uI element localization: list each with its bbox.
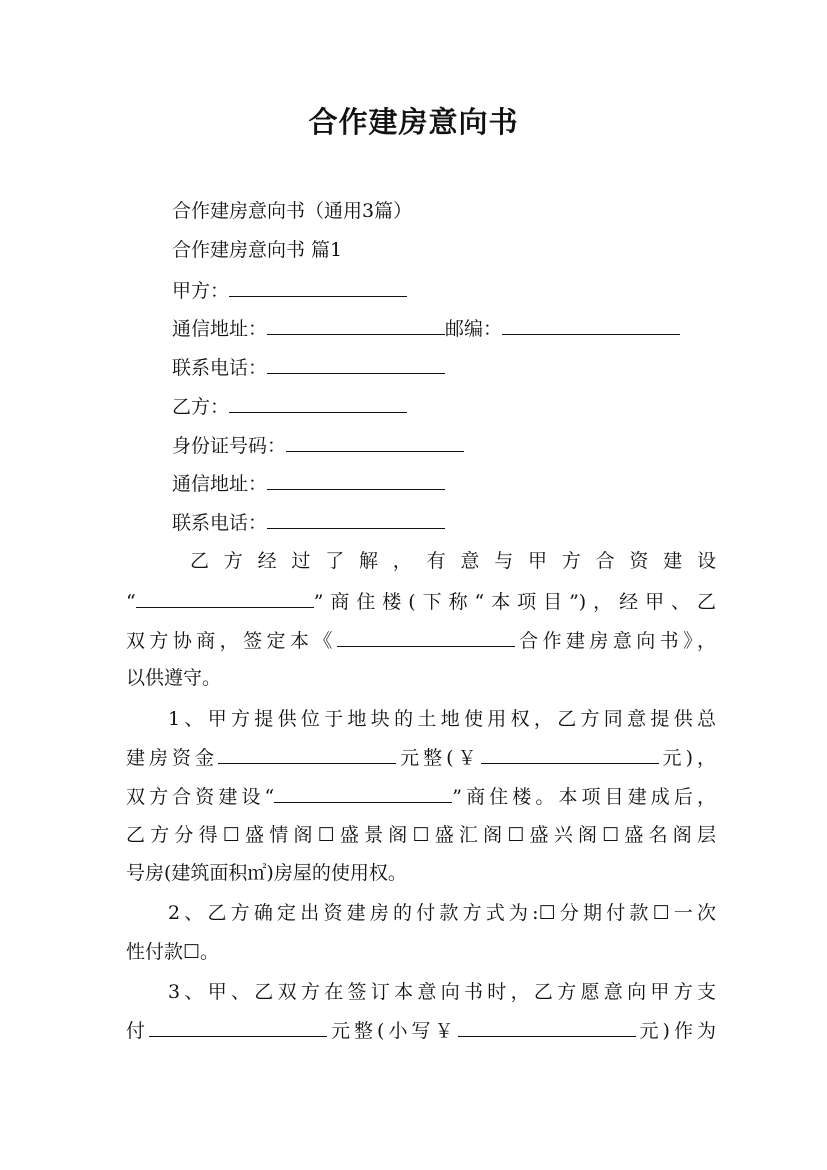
intro-text: “: [126, 591, 136, 613]
address-b-row: [172, 469, 445, 498]
clause-text: 元整(￥: [396, 747, 481, 769]
phone-a-label: 联系电话：: [172, 357, 268, 379]
section-heading: 合作建房意向书 篇1: [172, 239, 343, 261]
clause1-line-3: [126, 782, 716, 811]
project-name-blank[interactable]: [136, 587, 314, 608]
address-a-label: 通信地址：: [172, 318, 268, 340]
clause-text: 建房资金: [126, 747, 219, 769]
party-a-row: [172, 276, 407, 305]
clause-text: 元)作为: [635, 1020, 716, 1042]
document-title: 合作建房意向书: [308, 105, 519, 139]
party-b-row: [172, 392, 407, 421]
postcode-label: 邮编：: [445, 318, 503, 340]
id-number-row: [172, 431, 464, 460]
building-name-blank[interactable]: [274, 782, 452, 803]
postcode-blank[interactable]: [502, 314, 680, 335]
clause2-line-2: 性付款☐。: [126, 941, 220, 963]
clause1-line-5: 号房(建筑面积㎡)房屋的使用权。: [126, 862, 407, 884]
document-subtitle: 合作建房意向书（通用3篇）: [172, 200, 413, 222]
clause1-line-2: [126, 743, 716, 772]
total-fund-blank[interactable]: [218, 743, 396, 764]
phone-b-label: 联系电话：: [172, 512, 268, 534]
party-a-label: 甲方：: [172, 280, 230, 302]
phone-a-blank[interactable]: [267, 353, 445, 374]
address-a-row: [172, 314, 680, 343]
clause-text: 付: [126, 1020, 150, 1042]
intro-line-2: [126, 587, 716, 616]
party-b-blank[interactable]: [229, 392, 407, 413]
party-a-blank[interactable]: [229, 276, 407, 297]
phone-b-row: [172, 508, 445, 537]
clause3-line-1: 3、甲、乙双方在签订本意向书时，乙方愿意向甲方支: [168, 981, 716, 1003]
deposit-blank[interactable]: [149, 1016, 327, 1037]
phone-a-row: [172, 353, 445, 382]
phone-b-blank[interactable]: [267, 508, 445, 529]
clause-text: 双方合资建设“: [126, 786, 275, 808]
intro-text: 双方协商，签定本《: [126, 630, 337, 652]
intro-line-4: 以供遵守。: [126, 667, 222, 689]
address-b-label: 通信地址：: [172, 473, 268, 495]
clause2-line-1: 2、乙方确定出资建房的付款方式为:☐分期付款☐一次: [168, 902, 716, 924]
intro-line-3: [126, 626, 716, 655]
address-b-blank[interactable]: [267, 469, 445, 490]
address-a-blank[interactable]: [267, 314, 445, 335]
clause1-line-4: 乙方分得☐盛情阁☐盛景阁☐盛汇阁☐盛兴阁☐盛名阁层: [126, 824, 716, 846]
clause-text: 元整(小写￥: [327, 1020, 458, 1042]
agreement-name-blank[interactable]: [337, 626, 515, 647]
id-number-blank[interactable]: [286, 431, 464, 452]
clause1-line-1: 1、甲方提供位于地块的土地使用权，乙方同意提供总: [168, 708, 716, 730]
intro-text: ”商住楼(下称“本项目”)，经甲、乙: [313, 591, 716, 613]
deposit-number-blank[interactable]: [458, 1016, 636, 1037]
total-fund-number-blank[interactable]: [481, 743, 659, 764]
intro-line-1: 乙 方 经 过 了 解 ， 有 意 与 甲 方 合 资 建 设: [190, 550, 716, 572]
id-number-label: 身份证号码：: [172, 435, 287, 457]
clause3-line-2: [126, 1016, 716, 1045]
intro-text: 合作建房意向书》，: [514, 630, 716, 652]
clause-text: ”商住楼。本项目建成后，: [452, 786, 716, 808]
clause-text: 元)，: [658, 747, 716, 769]
party-b-label: 乙方：: [172, 396, 230, 418]
